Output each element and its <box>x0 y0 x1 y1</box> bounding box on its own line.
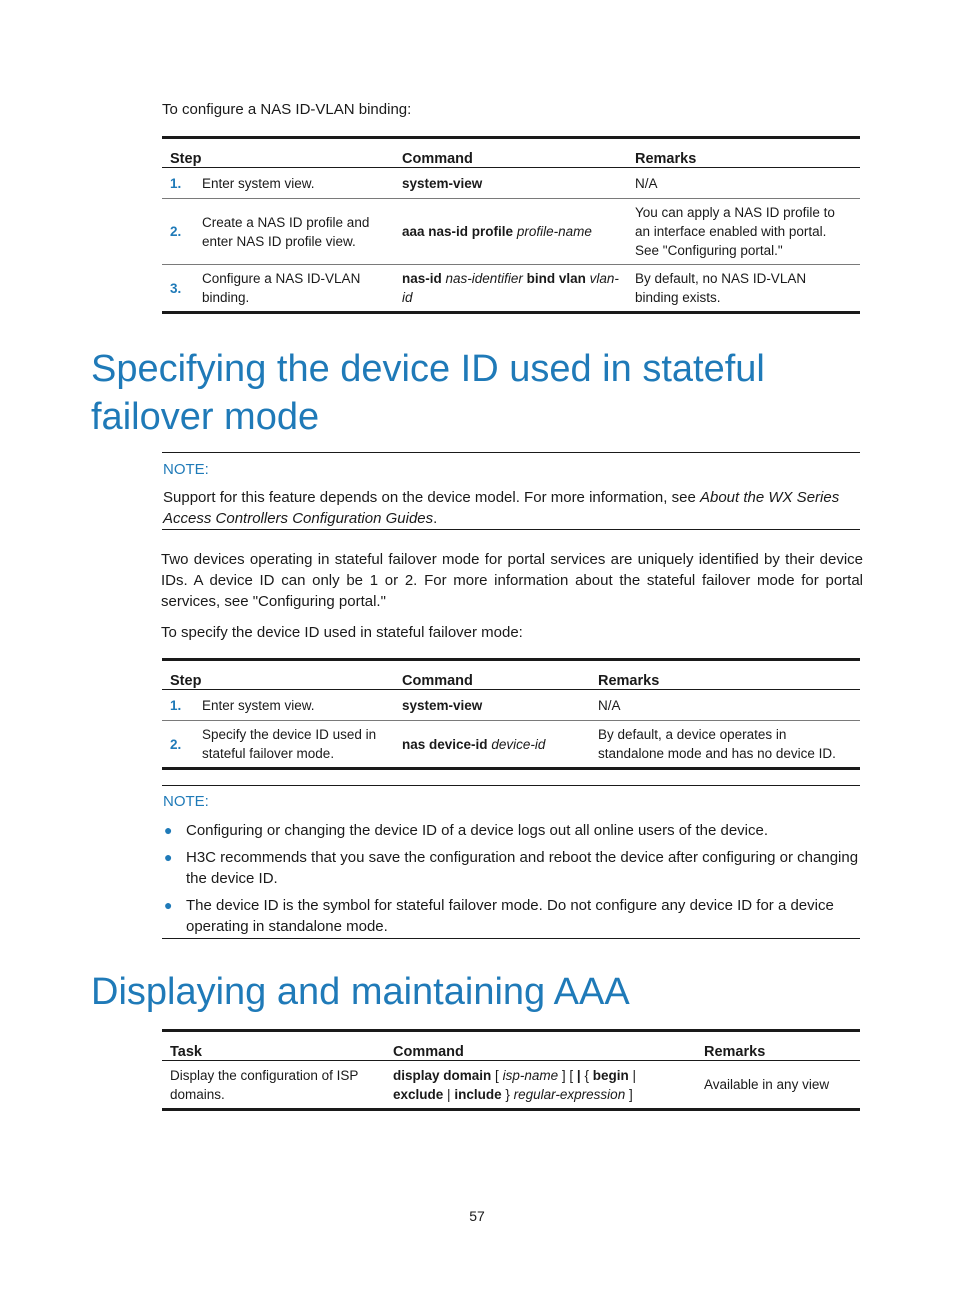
list-item-text: The device ID is the symbol for stateful failover mode. Do not configure any device ID for a device operating in standalone mode. <box>186 897 834 935</box>
intro-text: To configure a NAS ID-VLAN binding: <box>162 101 412 118</box>
note-period: . <box>433 510 438 527</box>
note-top-rule <box>162 452 860 453</box>
step-text: Create a NAS ID profile and enter NAS ID profile view. <box>194 199 394 265</box>
table-row <box>162 721 860 769</box>
remarks-cell: You can apply a NAS ID profile to an interface enabled with portal. See "Configuring portal." <box>627 199 860 265</box>
section-title-device-id: Specifying the device ID used in stateful failover mode <box>91 348 765 438</box>
header-remarks: Remarks <box>627 138 860 168</box>
task-cell: Display the configuration of ISP domains. <box>162 1061 385 1110</box>
step-number: 2. <box>162 721 194 769</box>
header-task: Task <box>162 1031 385 1061</box>
command-argument: profile-name <box>516 224 592 239</box>
step-number: 1. <box>162 690 194 721</box>
list-item <box>162 847 862 889</box>
command-argument: vlan-id <box>402 271 619 305</box>
step-number: 2. <box>162 199 194 265</box>
description-paragraph: Two devices operating in stateful failover mode for portal services are uniquely identified by their device IDs. A device ID can only be 1 or 2. For more information about the stateful failover mode for portal services, see "Configuring portal." <box>161 551 863 610</box>
command-keyword: system-view <box>402 175 483 191</box>
command-keyword: nas device-id <box>402 736 488 752</box>
table-row <box>162 690 860 721</box>
command-cell <box>394 199 627 265</box>
command-cell <box>394 168 627 199</box>
procedure-intro: To specify the device ID used in stateful failover mode: <box>161 624 523 641</box>
note-sentence: Support for this feature depends on the device model. For more information, see <box>163 489 696 506</box>
note-doc-reference: About the WX Series Access Controllers Configuration Guides <box>163 489 840 527</box>
header-step: Step <box>162 660 394 690</box>
command-cell <box>394 721 590 769</box>
table-row <box>162 168 860 199</box>
list-item <box>162 820 862 841</box>
step-text: Enter system view. <box>194 168 394 199</box>
remarks-cell: By default, a device operates in standalone mode and has no device ID. <box>590 721 860 769</box>
command-argument: regular-expression <box>513 1086 626 1102</box>
step-text: Enter system view. <box>194 690 394 721</box>
command-keyword: bind vlan <box>526 271 586 286</box>
command-cell <box>394 690 590 721</box>
command-keyword: include <box>454 1086 502 1102</box>
command-keyword: | <box>576 1067 581 1083</box>
table-row <box>162 199 860 265</box>
syntax-bracket: { <box>584 1067 589 1083</box>
remarks-cell: N/A <box>627 168 860 199</box>
syntax-separator: | <box>632 1067 637 1083</box>
command-argument: nas-identifier <box>445 271 523 286</box>
header-command: Command <box>385 1031 696 1061</box>
command-argument: isp-name <box>502 1067 559 1083</box>
command-cell <box>394 265 627 313</box>
step-number: 1. <box>162 168 194 199</box>
note-top-rule <box>162 785 860 786</box>
syntax-separator: | <box>447 1086 451 1102</box>
syntax-bracket: [ <box>495 1067 499 1083</box>
bullet-icon: ● <box>164 849 173 865</box>
header-remarks: Remarks <box>696 1031 860 1061</box>
display-aaa-table <box>162 1029 860 1111</box>
header-command: Command <box>394 660 590 690</box>
page-number: 57 <box>469 1208 485 1224</box>
section-title-displaying-aaa: Displaying and maintaining AAA <box>91 971 630 1013</box>
command-keyword: exclude <box>393 1086 444 1102</box>
nas-id-vlan-table <box>162 136 860 314</box>
remarks-cell: Available in any view <box>696 1061 860 1110</box>
command-keyword: system-view <box>402 697 483 713</box>
header-remarks: Remarks <box>590 660 860 690</box>
step-text: Configure a NAS ID-VLAN binding. <box>194 265 394 313</box>
note-label: NOTE: <box>163 461 209 478</box>
note-bullet-list <box>162 820 862 943</box>
bullet-icon: ● <box>164 822 173 838</box>
table-row <box>162 265 860 313</box>
command-keyword: display domain <box>393 1067 492 1083</box>
note-label: NOTE: <box>163 793 209 810</box>
device-id-table <box>162 658 860 770</box>
table-row <box>162 1061 860 1110</box>
command-cell <box>385 1061 696 1110</box>
note-bottom-rule <box>162 529 860 530</box>
bullet-icon: ● <box>164 897 173 913</box>
command-keyword: nas-id <box>402 271 442 286</box>
list-item <box>162 895 862 937</box>
note-bottom-rule <box>162 938 860 939</box>
list-item-text: Configuring or changing the device ID of a device logs out all online users of the device. <box>186 822 769 839</box>
note-text <box>163 487 863 529</box>
command-argument: device-id <box>491 736 546 752</box>
syntax-bracket: ] <box>628 1086 633 1102</box>
remarks-cell: By default, no NAS ID-VLAN binding exists. <box>627 265 860 313</box>
list-item-text: H3C recommends that you save the configuration and reboot the device after configuring or changing the device ID. <box>186 849 859 887</box>
remarks-cell: N/A <box>590 690 860 721</box>
header-step: Step <box>162 138 394 168</box>
step-number: 3. <box>162 265 194 313</box>
header-command: Command <box>394 138 627 168</box>
syntax-bracket: } <box>505 1086 510 1102</box>
step-text: Specify the device ID used in stateful failover mode. <box>194 721 394 769</box>
command-keyword: begin <box>592 1067 629 1083</box>
syntax-bracket: ] [ <box>561 1067 574 1083</box>
command-keyword: aaa nas-id profile <box>402 224 514 239</box>
